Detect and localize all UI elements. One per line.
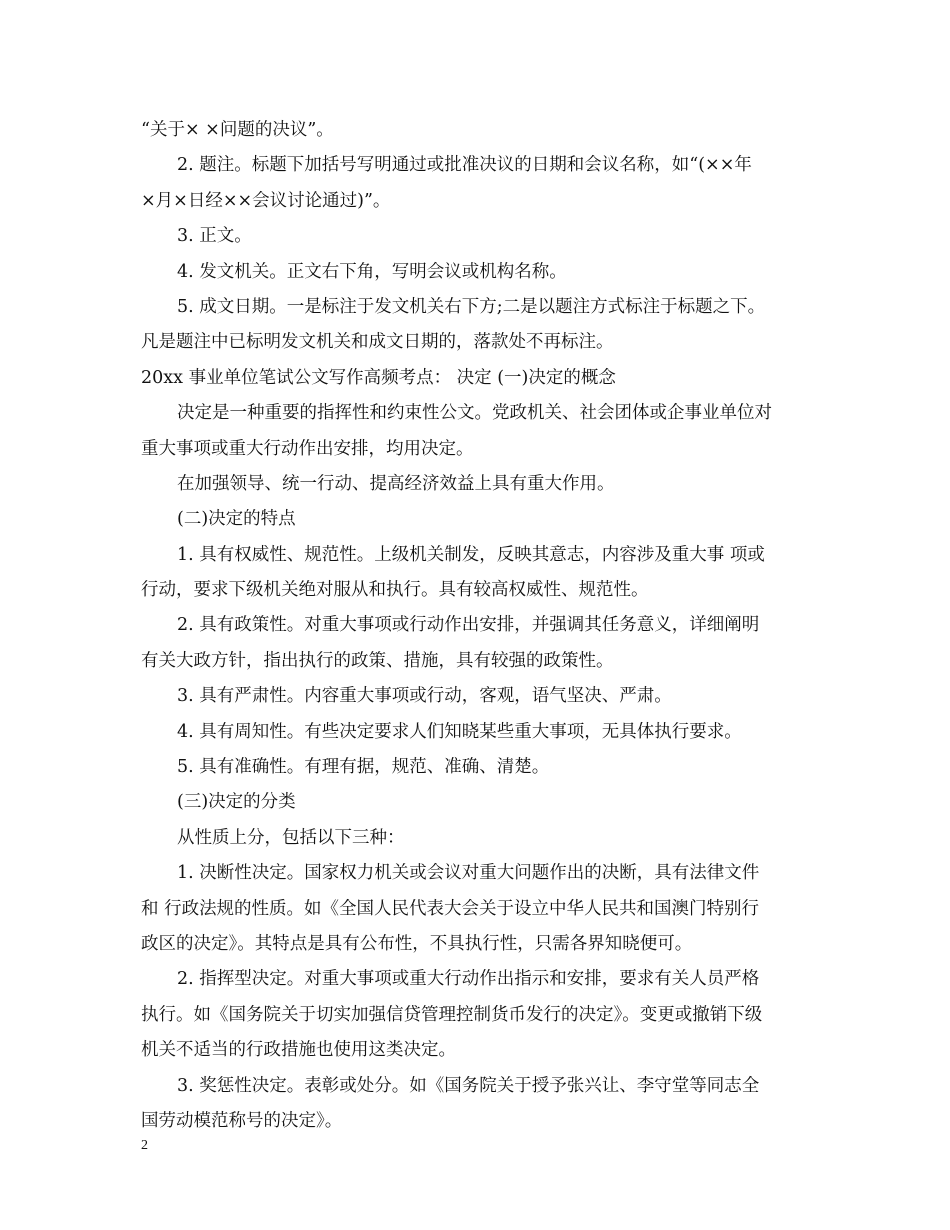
- text-line: ×月×日经××会议讨论通过)”。: [141, 190, 391, 211]
- text-line: 国劳动模范称号的决定》。: [141, 1110, 343, 1131]
- text-line: 重大事项或重大行动作出安排，均用决定。: [141, 438, 474, 459]
- text-line: “关于× ×问题的决议”。: [141, 120, 334, 140]
- text-line: 决定是一种重要的指挥性和约束性公文。党政机关、社会团体或企事业单位对: [177, 403, 772, 424]
- text-line: 2. 题注。标题下加括号写明通过或批准决议的日期和会议名称，如“(××年: [177, 155, 752, 176]
- page-number: 2: [141, 1138, 148, 1153]
- text-line: 1. 决断性决定。国家权力机关或会议对重大问题作出的决断，具有法律文件: [177, 863, 760, 884]
- text-line: 政区的决定》。其特点是具有公布性，不具执行性，只需各界知晓便可。: [141, 933, 693, 954]
- text-line: 机关不适当的行政措施也使用这类决定。: [141, 1040, 456, 1061]
- subsection-heading: (二)决定的特点: [177, 509, 296, 530]
- text-line: 3. 正文。: [177, 226, 252, 247]
- text-line: 4. 具有周知性。有些决定要求人们知晓某些重大事项，无具体执行要求。: [177, 721, 742, 742]
- text-line: 凡是题注中已标明发文机关和成文日期的，落款处不再标注。: [141, 332, 614, 353]
- section-heading: 20xx 事业单位笔试公文写作高频考点： 决定 (一)决定的概念: [141, 367, 616, 388]
- document-body: [141, 113, 813, 1139]
- text-line: 3. 奖惩性决定。表彰或处分。如《国务院关于授予张兴让、李守堂等同志全: [177, 1075, 760, 1096]
- text-line: 2. 具有政策性。对重大事项或行动作出安排，并强调其任务意义，详细阐明: [177, 615, 760, 636]
- text-line: 在加强领导、统一行动、提高经济效益上具有重大作用。: [177, 473, 615, 494]
- text-line: 有关大政方针，指出执行的政策、措施，具有较强的政策性。: [141, 650, 614, 671]
- text-line: 2. 指挥型决定。对重大事项或重大行动作出指示和安排，要求有关人员严格: [177, 969, 760, 990]
- text-line: 5. 具有准确性。有理有据，规范、准确、清楚。: [177, 757, 550, 778]
- text-line: 3. 具有严肃性。内容重大事项或行动，客观，语气坚决、严肃。: [177, 686, 672, 707]
- text-line: 和 行政法规的性质。如《全国人民代表大会关于设立中华人民共和国澳门特别行: [141, 898, 760, 919]
- subsection-heading: (三)决定的分类: [177, 792, 296, 813]
- text-line: 行动，要求下级机关绝对服从和执行。具有较高权威性、规范性。: [141, 580, 649, 601]
- text-line: 5. 成文日期。一是标注于发文机关右下方;二是以题注方式标注于标题之下。: [177, 296, 766, 317]
- text-line: 1. 具有权威性、规范性。上级机关制发，反映其意志，内容涉及重大事 项或: [177, 544, 765, 565]
- text-line: 执行。如《国务院关于切实加强信贷管理控制货币发行的决定》。变更或撤销下级: [141, 1004, 763, 1025]
- text-line: 4. 发文机关。正文右下角，写明会议或机构名称。: [177, 261, 567, 282]
- text-line: 从性质上分，包括以下三种：: [177, 827, 405, 848]
